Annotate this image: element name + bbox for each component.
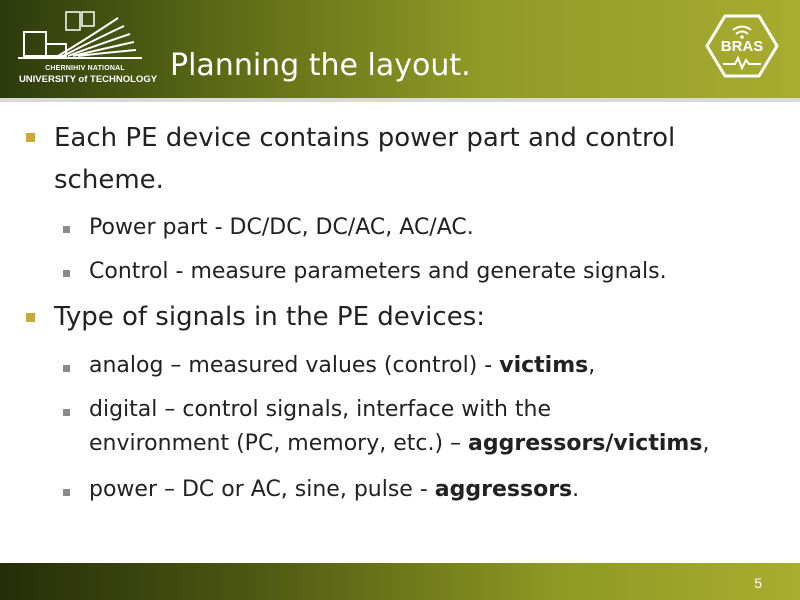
book-icon [18, 8, 168, 68]
sub-item-5-text: power – DC or AC, sine, pulse - [89, 477, 435, 502]
sub-item-3 [89, 348, 595, 384]
slide-title: Planning the layout. [170, 48, 471, 83]
bullet-item-1-cont-text: scheme. [54, 165, 164, 195]
sub-item-5-punct: . [572, 477, 580, 502]
university-name-line2: UNIVERSITY of TECHNOLOGY [18, 74, 158, 85]
bras-logo-text: BRAS [720, 38, 764, 55]
sub-item-4-line1: digital – control signals, interface with the [89, 397, 552, 422]
sub-item-5-emphasis: aggressors [434, 477, 573, 502]
bullet-icon [26, 133, 35, 142]
sub-bullet-icon [63, 409, 70, 416]
sub-item-4-emphasis: aggressors/victims [468, 431, 703, 456]
sub-item-3-text: analog – measured values (control) - [89, 353, 500, 378]
sub-bullet-icon [63, 226, 70, 233]
sub-item-4-punct: , [702, 431, 710, 456]
slide-footer [0, 563, 800, 600]
bullet-item-2-text: Type of signals in the PE devices: [54, 302, 486, 332]
bullet-item-2 [54, 297, 485, 337]
bullet-item-1-continued [54, 160, 164, 200]
sub-item-1-text: Power part - DC/DC, DC/AC, AC/AC. [89, 215, 474, 240]
sub-item-5 [89, 472, 579, 508]
university-logo [18, 8, 168, 90]
university-name-line1: CHERNIHIV NATIONAL [45, 65, 125, 72]
sub-item-3-emphasis: victims [499, 353, 589, 378]
bullet-item-1-text: Each PE device contains power part and control [54, 123, 676, 153]
sub-bullet-icon [63, 489, 70, 496]
sub-bullet-icon [63, 270, 70, 277]
sub-item-4-text: environment (PC, memory, etc.) – [89, 431, 469, 456]
sub-item-3-punct: , [588, 353, 596, 378]
bullet-item-1 [54, 118, 675, 158]
header-divider [0, 98, 800, 102]
page-number: 5 [754, 575, 762, 591]
bras-logo [703, 10, 781, 82]
sub-item-4 [89, 392, 551, 428]
sub-bullet-icon [63, 365, 70, 372]
sub-item-2-text: Control - measure parameters and generate signals. [89, 259, 667, 284]
sub-item-1 [89, 210, 474, 246]
sub-item-2 [89, 254, 667, 290]
bullet-icon [26, 313, 35, 322]
sub-item-4-continued [89, 426, 709, 462]
